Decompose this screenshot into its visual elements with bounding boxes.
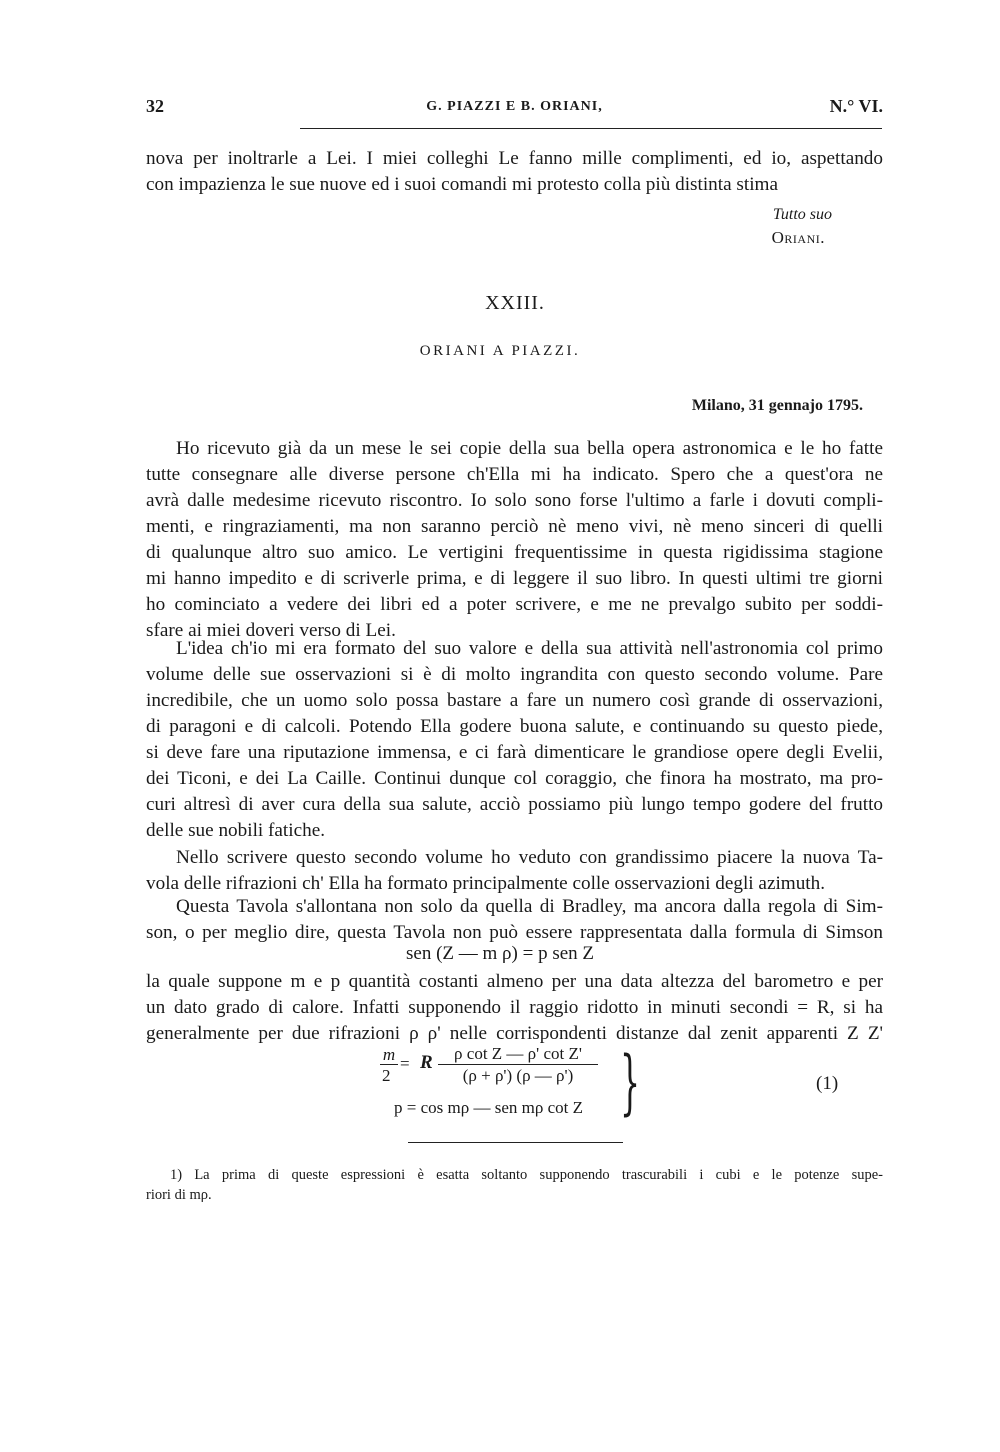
letter-heading-number: XXIII.	[485, 292, 545, 314]
text-line: ho cominciato a vedere dei libri ed a poter scrivere, e me ne prevalgo subito per soddi-	[146, 594, 883, 615]
text-line: di paragoni e di calcoli. Potendo Ella godere buona salute, e continuando su questo piede,	[146, 716, 883, 737]
letter-number: N.° VI.	[829, 96, 883, 116]
footnote	[146, 1165, 883, 1205]
text-line: Questa Tavola s'allontana non solo da quella di Bradley, ma ancora dalla regola di Sim-	[176, 896, 883, 917]
carryover-text	[146, 146, 883, 198]
header-rule	[300, 128, 882, 129]
after-formula-text	[146, 969, 883, 1047]
simson-formula: sen (Z — m ρ) = p sen Z	[406, 943, 594, 964]
place-date: Milano, 31 gennajo 1795.	[691, 397, 863, 414]
footnote-rule	[408, 1142, 623, 1143]
text-line: dei Ticoni, e dei La Caille. Continui dunque col coraggio, che finora ha mostrato, ma pro-	[146, 768, 883, 789]
paragraph-1	[146, 436, 883, 644]
running-header	[146, 96, 883, 126]
text-line: son, o per meglio dire, questa Tavola non può essere rappresentata dalla formula di Simson	[146, 922, 883, 943]
text-line: L'idea ch'io mi era formato del suo valore e della sua attività nell'astronomia col primo	[176, 638, 883, 659]
fraction-numerator: ρ cot Z — ρ' cot Z'	[454, 1044, 582, 1063]
text-line: la quale suppone m e p quantità costanti almeno per una data altezza del barometro e per	[146, 971, 883, 992]
text-line: generalmente per due rifrazioni ρ ρ' nelle corrispondenti distanze dal zenit apparenti Z Z'	[146, 1023, 883, 1044]
text-line: un dato grado di calore. Infatti supponendo il raggio ridotto in minuti secondi = R, si ha	[146, 997, 883, 1018]
text-line: di qualunque altro suo amico. Le vertigini frequentissime in questa rigidissima stagione	[146, 542, 883, 563]
paragraph-3	[146, 845, 883, 897]
paragraph-4	[146, 894, 883, 946]
refraction-formula	[380, 1041, 641, 1123]
text-line: Ho ricevuto già da un mese le sei copie della sua bella opera astronomica e le ho fatte	[176, 438, 883, 459]
text-line: menti, e ringraziamenti, ma non saranno perciò nè meno vivi, nè meno sinceri di quelli	[146, 516, 883, 537]
fraction-bar	[380, 1064, 398, 1065]
equation-number: (1)	[816, 1073, 839, 1094]
equals-sign: =	[400, 1054, 410, 1073]
text-line: curi altresì di aver cura della sua salute, acciò possiamo più lungo tempo godere del frutto	[146, 794, 883, 815]
paragraph-2	[146, 636, 883, 844]
text-line: vola delle rifrazioni ch' Ella ha formato principalmente colle osservazioni degli azimuth.	[146, 873, 826, 894]
fraction-denominator: (ρ + ρ') (ρ — ρ')	[462, 1066, 574, 1085]
text-line: sfare ai miei doveri verso di Lei.	[146, 620, 396, 641]
letter-heading-title: ORIANI A PIAZZI.	[419, 343, 581, 359]
text-line: volume delle sue osservazioni si è di molto ingrandita con questo secondo volume. Pare	[146, 664, 883, 685]
text-line: mi hanno impedito e di scriverle prima, e di leggere il suo libro. In questi ultimi tre giorni	[146, 568, 883, 589]
fraction-numerator-m: m	[382, 1045, 396, 1064]
text-line: Nello scrivere questo secondo volume ho veduto con grandissimo piacere la nuova Ta-	[176, 847, 883, 868]
text-line: si deve fare una riputazione immensa, e ci farà dimenticare le grandiose opere degli Evelii,	[146, 742, 883, 763]
symbol-R: R	[420, 1052, 433, 1073]
text-line: incredibile, che un uomo solo possa bastare a fare un numero così grande di osservazioni,	[146, 690, 883, 711]
fraction-denominator-2: 2	[382, 1066, 391, 1085]
footnote-line: riori di mρ.	[146, 1187, 212, 1203]
text-line: delle sue nobili fatiche.	[146, 820, 326, 841]
text-line: con impazienza le sue nuove ed i suoi comandi mi protesto colla più distinta stima	[146, 174, 778, 195]
signature: Oriani.	[771, 228, 825, 247]
page-number: 32	[146, 96, 164, 116]
formula-line-2: p = cos mρ — sen mρ cot Z	[394, 1098, 583, 1117]
text-line: tutte consegnare alle diverse persone ch'Ella mi ha indicato. Spero che a quest'ora ne	[146, 464, 883, 485]
fraction-bar	[438, 1064, 598, 1065]
running-title: G. PIAZZI E B. ORIANI,	[426, 99, 603, 114]
footnote-line: 1) La prima di queste espressioni è esatta soltanto supponendo trascurabili i cubi e le potenze supe-	[170, 1167, 883, 1183]
closing-formula: Tutto suo	[772, 206, 832, 223]
right-brace-icon: }	[620, 1041, 641, 1123]
text-line: nova per inoltrarle a Lei. I miei colleghi Le fanno mille complimenti, ed io, aspettando	[146, 148, 883, 169]
text-line: avrà dalle medesime ricevuto riscontro. Io solo sono forse l'ultimo a farle i dovuti compli-	[146, 490, 883, 511]
